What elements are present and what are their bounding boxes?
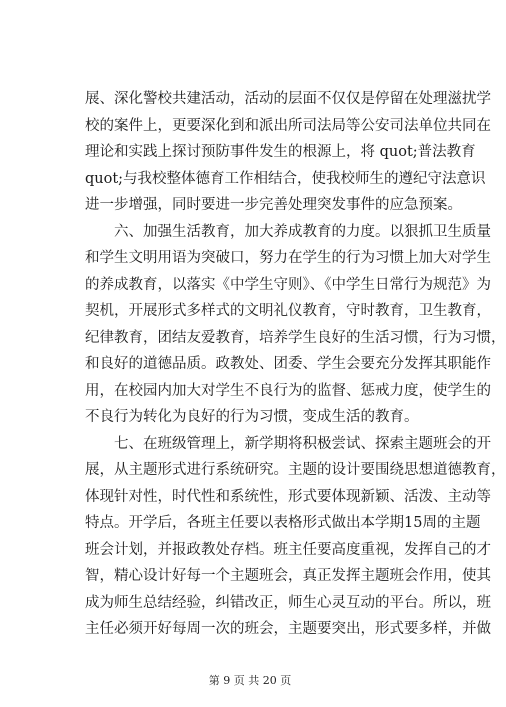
text-line: quot;与我校整体德育工作相结合，使我校师生的遵纪守法意识 [85,170,486,187]
text-line: 的养成教育，以落实《中学生守则》、《中学生日常行为规范》为 [85,276,491,293]
text-line: 体现针对性，时代性和系统性，形式要体现新颖、活泼、主动等 [85,488,491,505]
text-line: 和良好的道德品质。政教处、团委、学生会要充分发挥其职能作 [85,356,491,372]
text-line: 展、深化警校共建活动，活动的层面不仅仅是停留在处理滋扰学 [85,91,491,107]
paragraph-seven-start: 七、在班级管理上，新学期将积极尝试、探索主题班会的开 [114,435,491,452]
text-line: 不良行为转化为良好的行为习惯，变成生活的教育。 [85,409,419,425]
text-line: 成为师生总结经验，纠错改正，师生心灵互动的平台。所以，班 [85,594,491,611]
text-line: 校的案件上，更要深化到和派出所司法局等公安司法单位共同在 [85,117,491,134]
body-text [85,86,506,643]
text-line: 和学生文明用语为突破口，努力在学生的行为习惯上加大对学生 [85,250,491,266]
text-line: 主任必须开好每周一次的班会，主题要突出，形式要多样，并做 [85,621,491,637]
text-line: 智，精心设计好每一个主题班会，真正发挥主题班会作用，使其 [85,568,491,584]
text-line: 班会计划，并报政教处存档。班主任要高度重视，发挥自己的才 [85,541,491,558]
text-line: 进一步增强，同时要进一步完善处理突发事件的应急预案。 [85,197,462,213]
paragraph-six-start: 六、加强生活教育，加大养成教育的力度。以狠抓卫生质量 [114,223,491,240]
text-line: 契机，开展形式多样式的文明礼仪教育，守时教育，卫生教育， [85,303,491,319]
page-footer: 第 9 页 共 20 页 [208,674,292,687]
text-line: 特点。开学后，各班主任要以表格形式做出本学期15周的主题 [85,515,481,531]
text-line: 纪律教育，团结友爱教育，培养学生良好的生活习惯，行为习惯， [85,329,506,346]
text-line: 展，从主题形式进行系统研究。主题的设计要围绕思想道德教育， [85,462,506,478]
text-line: 理论和实践上探讨预防事件发生的根源上，将 quot;普法教育 [85,144,476,160]
text-line: 用，在校园内加大对学生不良行为的监督、惩戒力度，使学生的 [85,382,491,399]
